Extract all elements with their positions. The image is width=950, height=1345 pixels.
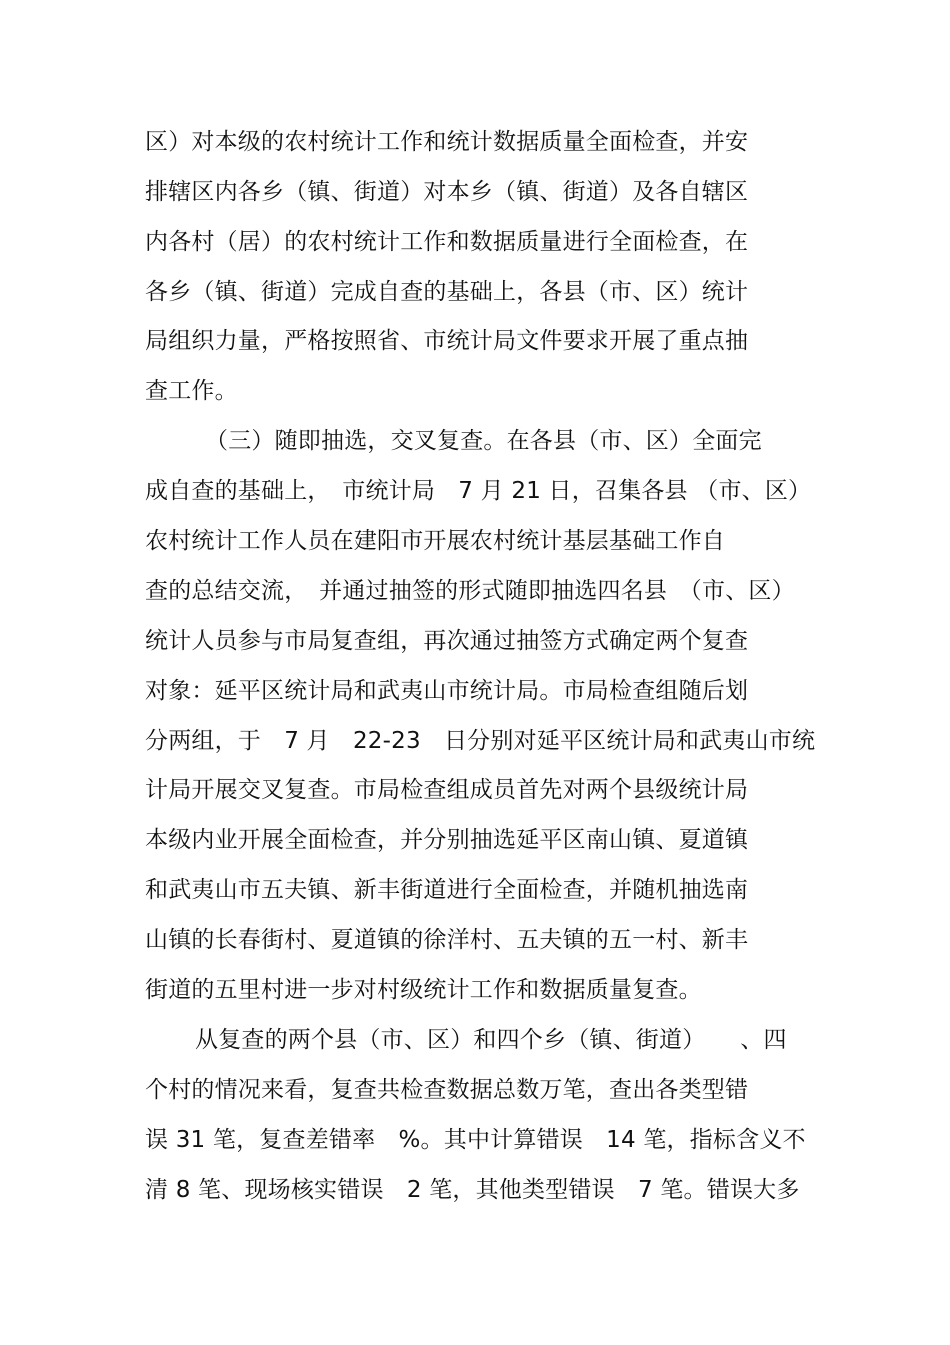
paragraph-line: 查的总结交流， 并通过抽签的形式随即抽选四名县 （市、区） [145,578,795,604]
paragraph-line: 个村的情况来看，复查共检查数据总数万笔，查出各类型错 [145,1077,749,1103]
paragraph-line: 成自查的基础上， 市统计局 7 月 21 日，召集各县 （市、区） [145,478,812,504]
paragraph-line: 从复查的两个县（市、区）和四个乡（镇、街道） 、四 [195,1027,787,1053]
paragraph-line: 和武夷山市五夫镇、新丰街道进行全面检查，并随机抽选南 [145,877,749,903]
paragraph-line: 本级内业开展全面检查，并分别抽选延平区南山镇、夏道镇 [145,827,749,853]
paragraph-line: 清 8 笔、现场核实错误 2 笔，其他类型错误 7 笔。错误大多 [145,1177,800,1203]
paragraph-line: 局组织力量，严格按照省、市统计局文件要求开展了重点抽 [145,328,749,354]
paragraph-line: 对象：延平区统计局和武夷山市统计局。市局检查组随后划 [145,678,749,704]
paragraph-line: 计局开展交叉复查。市局检查组成员首先对两个县级统计局 [145,777,749,803]
paragraph-line: 山镇的长春街村、夏道镇的徐洋村、五夫镇的五一村、新丰 [145,927,749,953]
paragraph-line: 误 31 笔，复查差错率 %。其中计算错误 14 笔，指标含义不 [145,1127,806,1153]
paragraph-line: 街道的五里村进一步对村级统计工作和数据质量复查。 [145,977,702,1003]
paragraph-line: 分两组，于 7 月 22-23 日分别对延平区统计局和武夷山市统 [145,728,816,754]
paragraph-line: 内各村（居）的农村统计工作和数据质量进行全面检查，在 [145,229,749,255]
paragraph-line: 查工作。 [145,378,238,404]
paragraph-line: 各乡（镇、街道）完成自查的基础上，各县（市、区）统计 [145,279,749,305]
paragraph-line: 区）对本级的农村统计工作和统计数据质量全面检查，并安 [145,129,749,155]
paragraph-line: 农村统计工作人员在建阳市开展农村统计基层基础工作自 [145,528,725,554]
paragraph-line: 排辖区内各乡（镇、街道）对本乡（镇、街道）及各自辖区 [145,179,749,205]
paragraph-line: 统计人员参与市局复查组，再次通过抽签方式确定两个复查 [145,628,749,654]
section-heading-line: （三）随即抽选，交叉复查。在各县（市、区）全面完 [205,428,762,454]
